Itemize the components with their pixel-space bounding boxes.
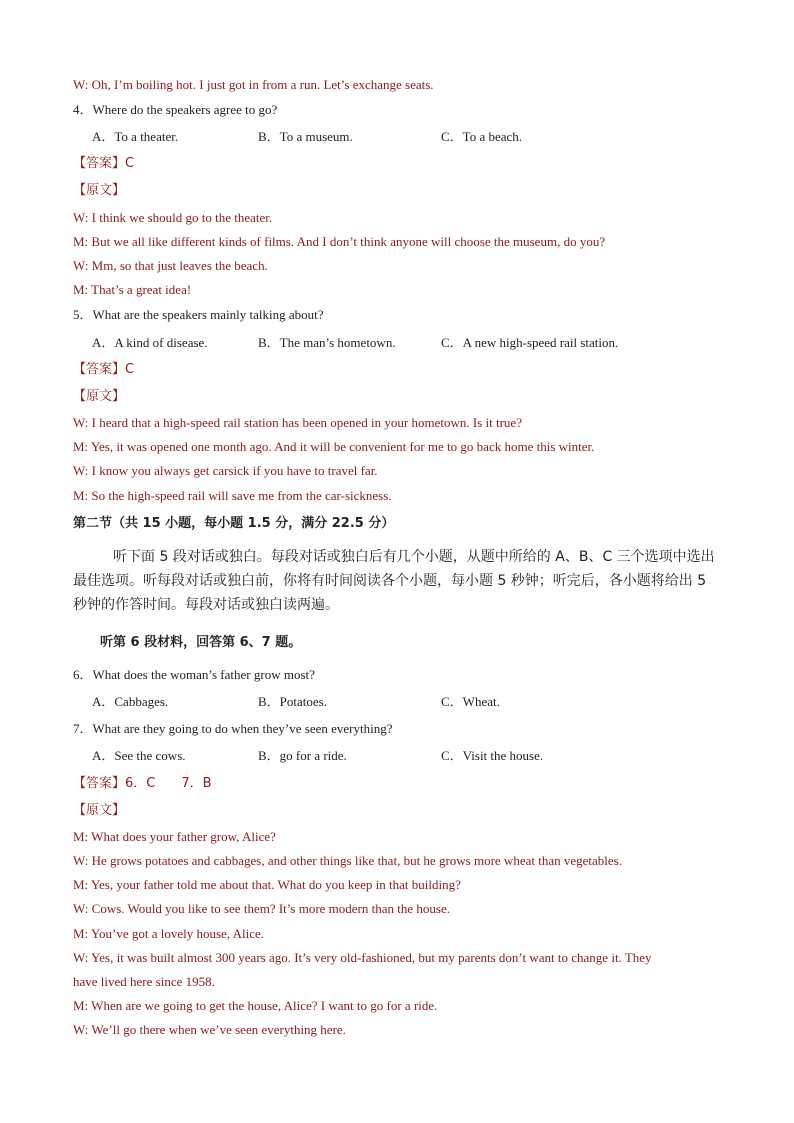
transcript-line: M: What does your father grow, Alice? (73, 829, 276, 844)
q5-transcript-label: 【原文】 (73, 389, 126, 404)
q4-option-b: B．To a museum. (258, 129, 353, 144)
transcript-line: have lived here since 1958. (73, 974, 215, 989)
q7-option-c: C．Visit the house. (441, 748, 544, 763)
q5-option-c: C．A new high-speed rail station. (441, 335, 619, 350)
q4-option-c: C．To a beach. (441, 129, 523, 144)
transcript-line: M: But we all like different kinds of films. And I don’t think anyone will choose the museum, do you? (73, 234, 606, 249)
q6-option-b: B．Potatoes. (258, 694, 327, 709)
q5-option-a: A．A kind of disease. (92, 335, 208, 350)
transcript-line: W: Yes, it was built almost 300 years ago. It’s very old-fashioned, but my parents don’t want to change it. They (73, 950, 652, 965)
transcript-line: M: You’ve got a lovely house, Alice. (73, 926, 265, 941)
q7-option-b: B．go for a ride. (258, 748, 347, 763)
transcript-line: W: Oh, I’m boiling hot. I just got in from a run. Let’s exchange seats. (73, 77, 434, 92)
q67-answer: 【答案】6．C 7．B (73, 776, 212, 791)
transcript-line: W: I think we should go to the theater. (73, 210, 273, 225)
transcript-line: M: Yes, your father told me about that. What do you keep in that building? (73, 877, 461, 892)
question-5: 5．What are the speakers mainly talking about? (73, 307, 324, 322)
question-4: 4．Where do the speakers agree to go? (73, 102, 278, 117)
transcript-line: W: I heard that a high-speed rail station has been opened in your hometown. Is it true? (73, 415, 522, 430)
transcript-line: W: Mm, so that just leaves the beach. (73, 258, 268, 273)
q5-answer: 【答案】C (73, 362, 135, 377)
q4-answer: 【答案】C (73, 156, 135, 171)
transcript-line: W: Cows. Would you like to see them? It’s more modern than the house. (73, 901, 450, 916)
q4-transcript-label: 【原文】 (73, 183, 126, 198)
question-6: 6．What does the woman’s father grow most? (73, 667, 315, 682)
q6-option-a: A．Cabbages. (92, 694, 169, 709)
transcript-line: M: Yes, it was opened one month ago. And it will be convenient for me to go back home this winter. (73, 439, 595, 454)
transcript-line: W: I know you always get carsick if you have to travel far. (73, 463, 378, 478)
section-subheading: 听第 6 段材料，回答第 6、7 题。 (100, 635, 302, 650)
transcript-line: W: He grows potatoes and cabbages, and other things like that, but he grows more wheat than vegetables. (73, 853, 622, 868)
transcript-line: M: So the high-speed rail will save me from the car-sickness. (73, 488, 392, 503)
section-instructions: 听下面 5 段对话或独白。每段对话或独白后有几个小题，从题中所给的 A、B、C 三个选项中选出最佳选项。听每段对话或独白前，你将有时间阅读各个小题，每小题 5 秒钟；听完后，各小题将给出 5 秒钟的作答时间。每段对话或独白读两遍。 (73, 549, 715, 613)
q7-option-a: A．See the cows. (92, 748, 186, 763)
q5-option-b: B．The man’s hometown. (258, 335, 396, 350)
transcript-line: M: That’s a great idea! (73, 282, 192, 297)
q67-transcript-label: 【原文】 (73, 803, 126, 818)
transcript-line: W: We’ll go there when we’ve seen everything here. (73, 1022, 346, 1037)
q4-option-a: A．To a theater. (92, 129, 179, 144)
transcript-line: M: When are we going to get the house, Alice? I want to go for a ride. (73, 998, 438, 1013)
q6-option-c: C．Wheat. (441, 694, 500, 709)
section-heading: 第二节（共 15 小题，每小题 1.5 分，满分 22.5 分） (73, 516, 395, 531)
question-7: 7．What are they going to do when they’ve seen everything? (73, 721, 393, 736)
